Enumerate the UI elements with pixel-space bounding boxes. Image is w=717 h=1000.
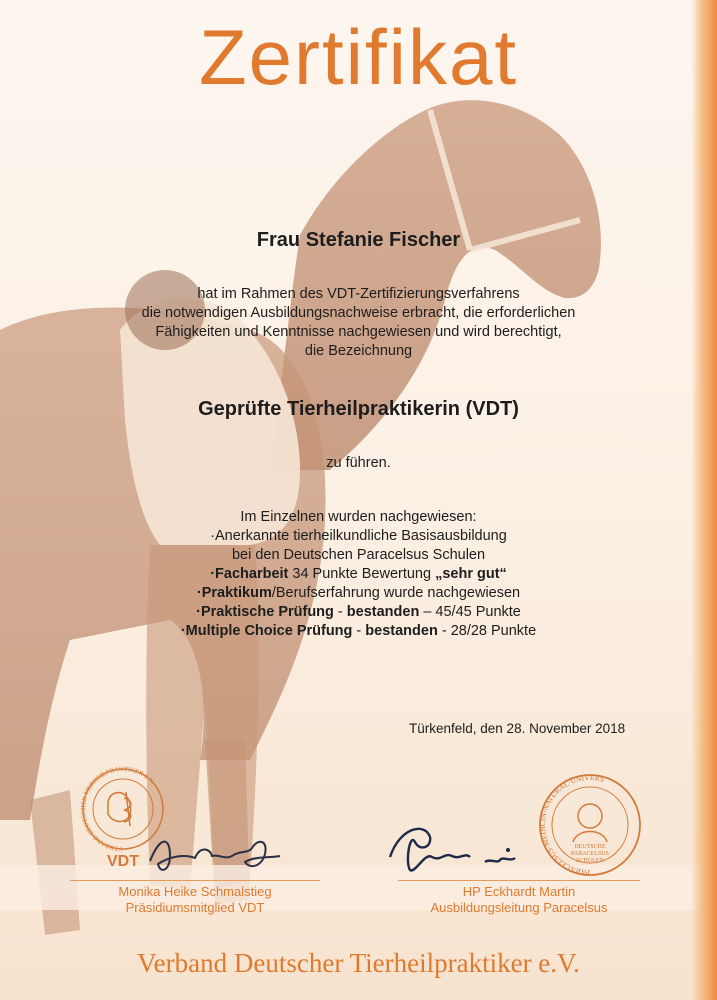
intro-line: hat im Rahmen des VDT-Zertifizierungsverfahrens (197, 286, 520, 302)
pp-result: bestanden (346, 604, 420, 620)
achievements-list (0, 508, 717, 641)
paracelsus-seal-icon (535, 770, 645, 880)
left-signatory-role: Präsidiumsmitglied VDT (125, 900, 265, 915)
basis-line-1: ·Anerkannte tierheilkundliche Basisausbildung (210, 528, 507, 544)
certificate-title: Zertifikat (198, 13, 519, 101)
lead-text: zu führen. (326, 455, 391, 471)
paracelsus-seal-line-3: SCHULEN (576, 858, 604, 864)
paracelsus-seal-ring-text: PARACELSUS·MEDICIN·NATURAL·UNIVERS (538, 772, 606, 878)
intro-line: die notwendigen Ausbildungsnachweise erbracht, die erforderlichen (141, 305, 576, 321)
left-signatory-name: Monika Heike Schmalstieg (118, 884, 272, 899)
place-date: Türkenfeld, den 28. November 2018 (409, 721, 626, 736)
facharbeit-text: 34 Punkte Bewertung (288, 566, 436, 582)
orange-edge-decoration (691, 0, 717, 1000)
right-signatory-name: HP Eckhardt Martin (462, 884, 576, 899)
left-signatory (70, 884, 320, 916)
right-signature-icon (370, 812, 530, 882)
intro-line: die Bezeichnung (304, 343, 413, 359)
vdt-seal-ring-text: VERBAND DEUTSCHER TIERHEILPRAKTIKER E.V. (79, 765, 156, 853)
basis-line-2: bei den Deutschen Paracelsus Schulen (231, 547, 486, 563)
right-signatory (398, 884, 640, 916)
intro-text (0, 285, 717, 361)
facharbeit-line (0, 565, 717, 584)
recipient-name: Frau Stefanie Fischer (256, 229, 461, 251)
organization-footer: Verband Deutscher Tierheilpraktiker e.V. (137, 948, 580, 978)
right-signature-line (398, 880, 640, 881)
details-heading: Im Einzelnen wurden nachgewiesen: (240, 509, 477, 525)
paracelsus-seal-line-1: DEUTSCHE (574, 844, 606, 850)
intro-line: Fähigkeiten und Kenntnisse nachgewiesen und wird berechtigt, (155, 324, 562, 340)
mc-label: ·Multiple Choice Prüfung (180, 623, 353, 639)
multiple-choice-line (0, 622, 717, 641)
left-signature-icon (140, 826, 290, 886)
degree-title: Geprüfte Tierheilpraktikerin (VDT) (198, 398, 519, 420)
mc-points: - 28/28 Punkte (437, 623, 537, 639)
praktische-pruefung-line (0, 603, 717, 622)
pp-sep: - (333, 604, 347, 620)
right-signatory-role: Ausbildungsleitung Paracelsus (430, 900, 608, 915)
mc-sep: - (352, 623, 366, 639)
facharbeit-grade: „sehr gut“ (435, 566, 507, 582)
mc-result: bestanden (365, 623, 438, 639)
facharbeit-label: ·Facharbeit (210, 566, 289, 582)
paracelsus-seal-line-2: PARACELSUS (571, 851, 609, 857)
praktikum-line (0, 584, 717, 603)
pp-points: – 45/45 Punkte (419, 604, 521, 620)
left-signature-line (70, 880, 320, 881)
vdt-seal-abbr: VDT (107, 853, 139, 870)
pp-label: ·Praktische Prüfung (196, 604, 334, 620)
praktikum-text: /Berufserfahrung wurde nachgewiesen (271, 585, 521, 601)
praktikum-label: ·Praktikum (196, 585, 272, 601)
